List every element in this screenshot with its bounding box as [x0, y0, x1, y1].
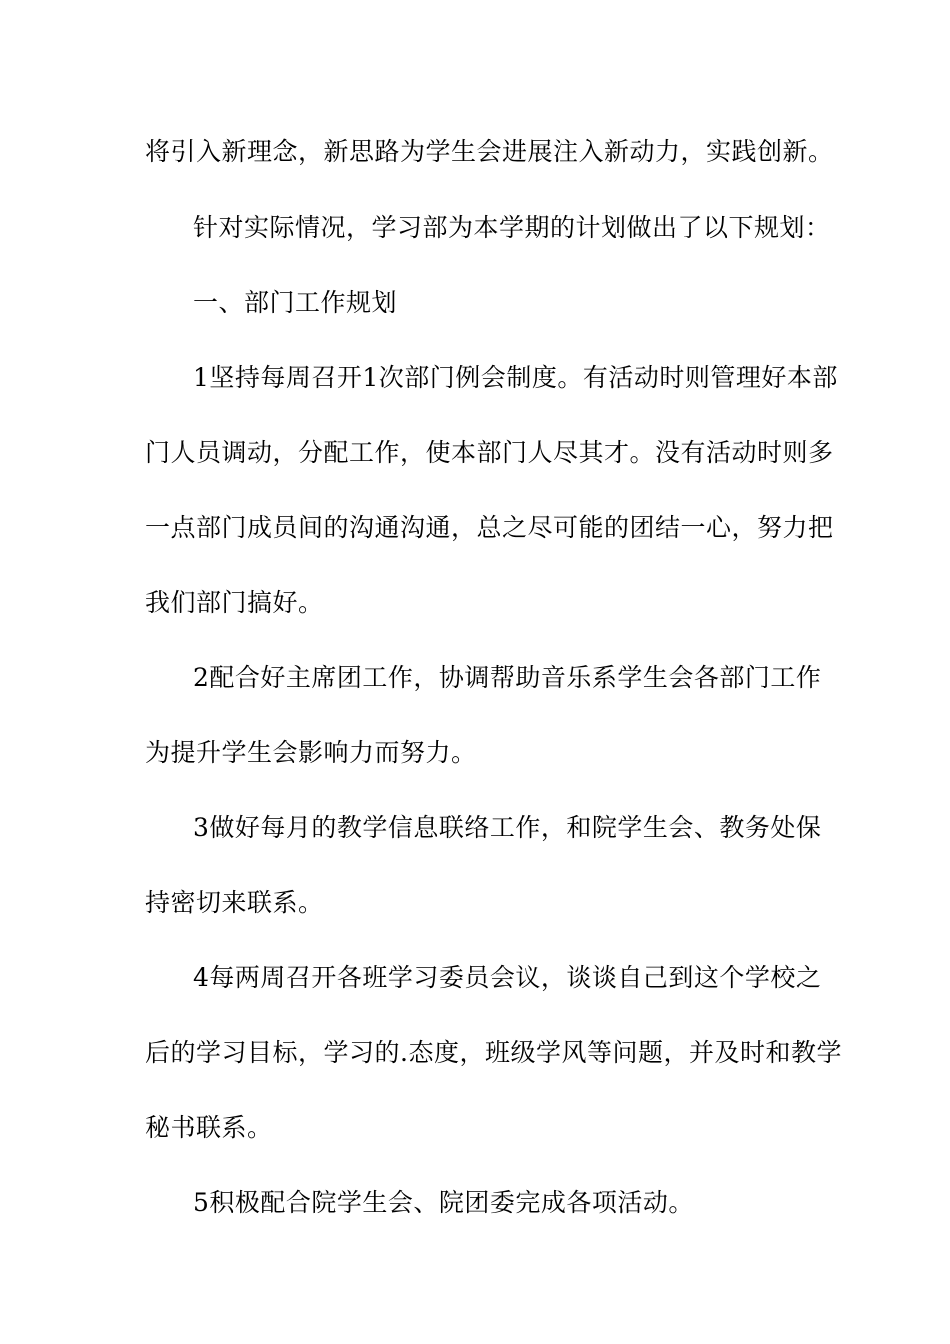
item-4-line-1: 4每两周召开各班学习委员会议，谈谈自己到这个学校之 — [193, 963, 822, 992]
item-1-line-4: 我们部门搞好。 — [145, 588, 324, 617]
item-2-line-2: 为提升学生会影响力而努力。 — [145, 738, 477, 767]
paragraph-planning-intro: 针对实际情况，学习部为本学期的计划做出了以下规划： — [193, 213, 831, 242]
item-4-line-3: 秘书联系。 — [145, 1113, 273, 1142]
item-1-line-2: 门人员调动，分配工作，使本部门人尽其才。没有活动时则多 — [145, 438, 834, 467]
section-heading: 一、部门工作规划 — [193, 288, 398, 317]
paragraph-intro-line: 将引入新理念，新思路为学生会进展注入新动力，实践创新。 — [145, 137, 834, 166]
item-3-line-2: 持密切来联系。 — [145, 888, 324, 917]
item-2-line-1: 2配合好主席团工作，协调帮助音乐系学生会各部门工作 — [193, 663, 822, 692]
item-5-line-1: 5积极配合院学生会、院团委完成各项活动。 — [193, 1188, 694, 1217]
item-4-line-2: 后的学习目标，学习的.态度，班级学风等问题，并及时和教学 — [145, 1038, 842, 1067]
item-3-line-1: 3做好每月的教学信息联络工作，和院学生会、教务处保 — [193, 813, 822, 842]
item-1-line-3: 一点部门成员间的沟通沟通，总之尽可能的团结一心，努力把 — [145, 513, 834, 542]
item-1-line-1: 1坚持每周召开1次部门例会制度。有活动时则管理好本部 — [193, 363, 838, 392]
